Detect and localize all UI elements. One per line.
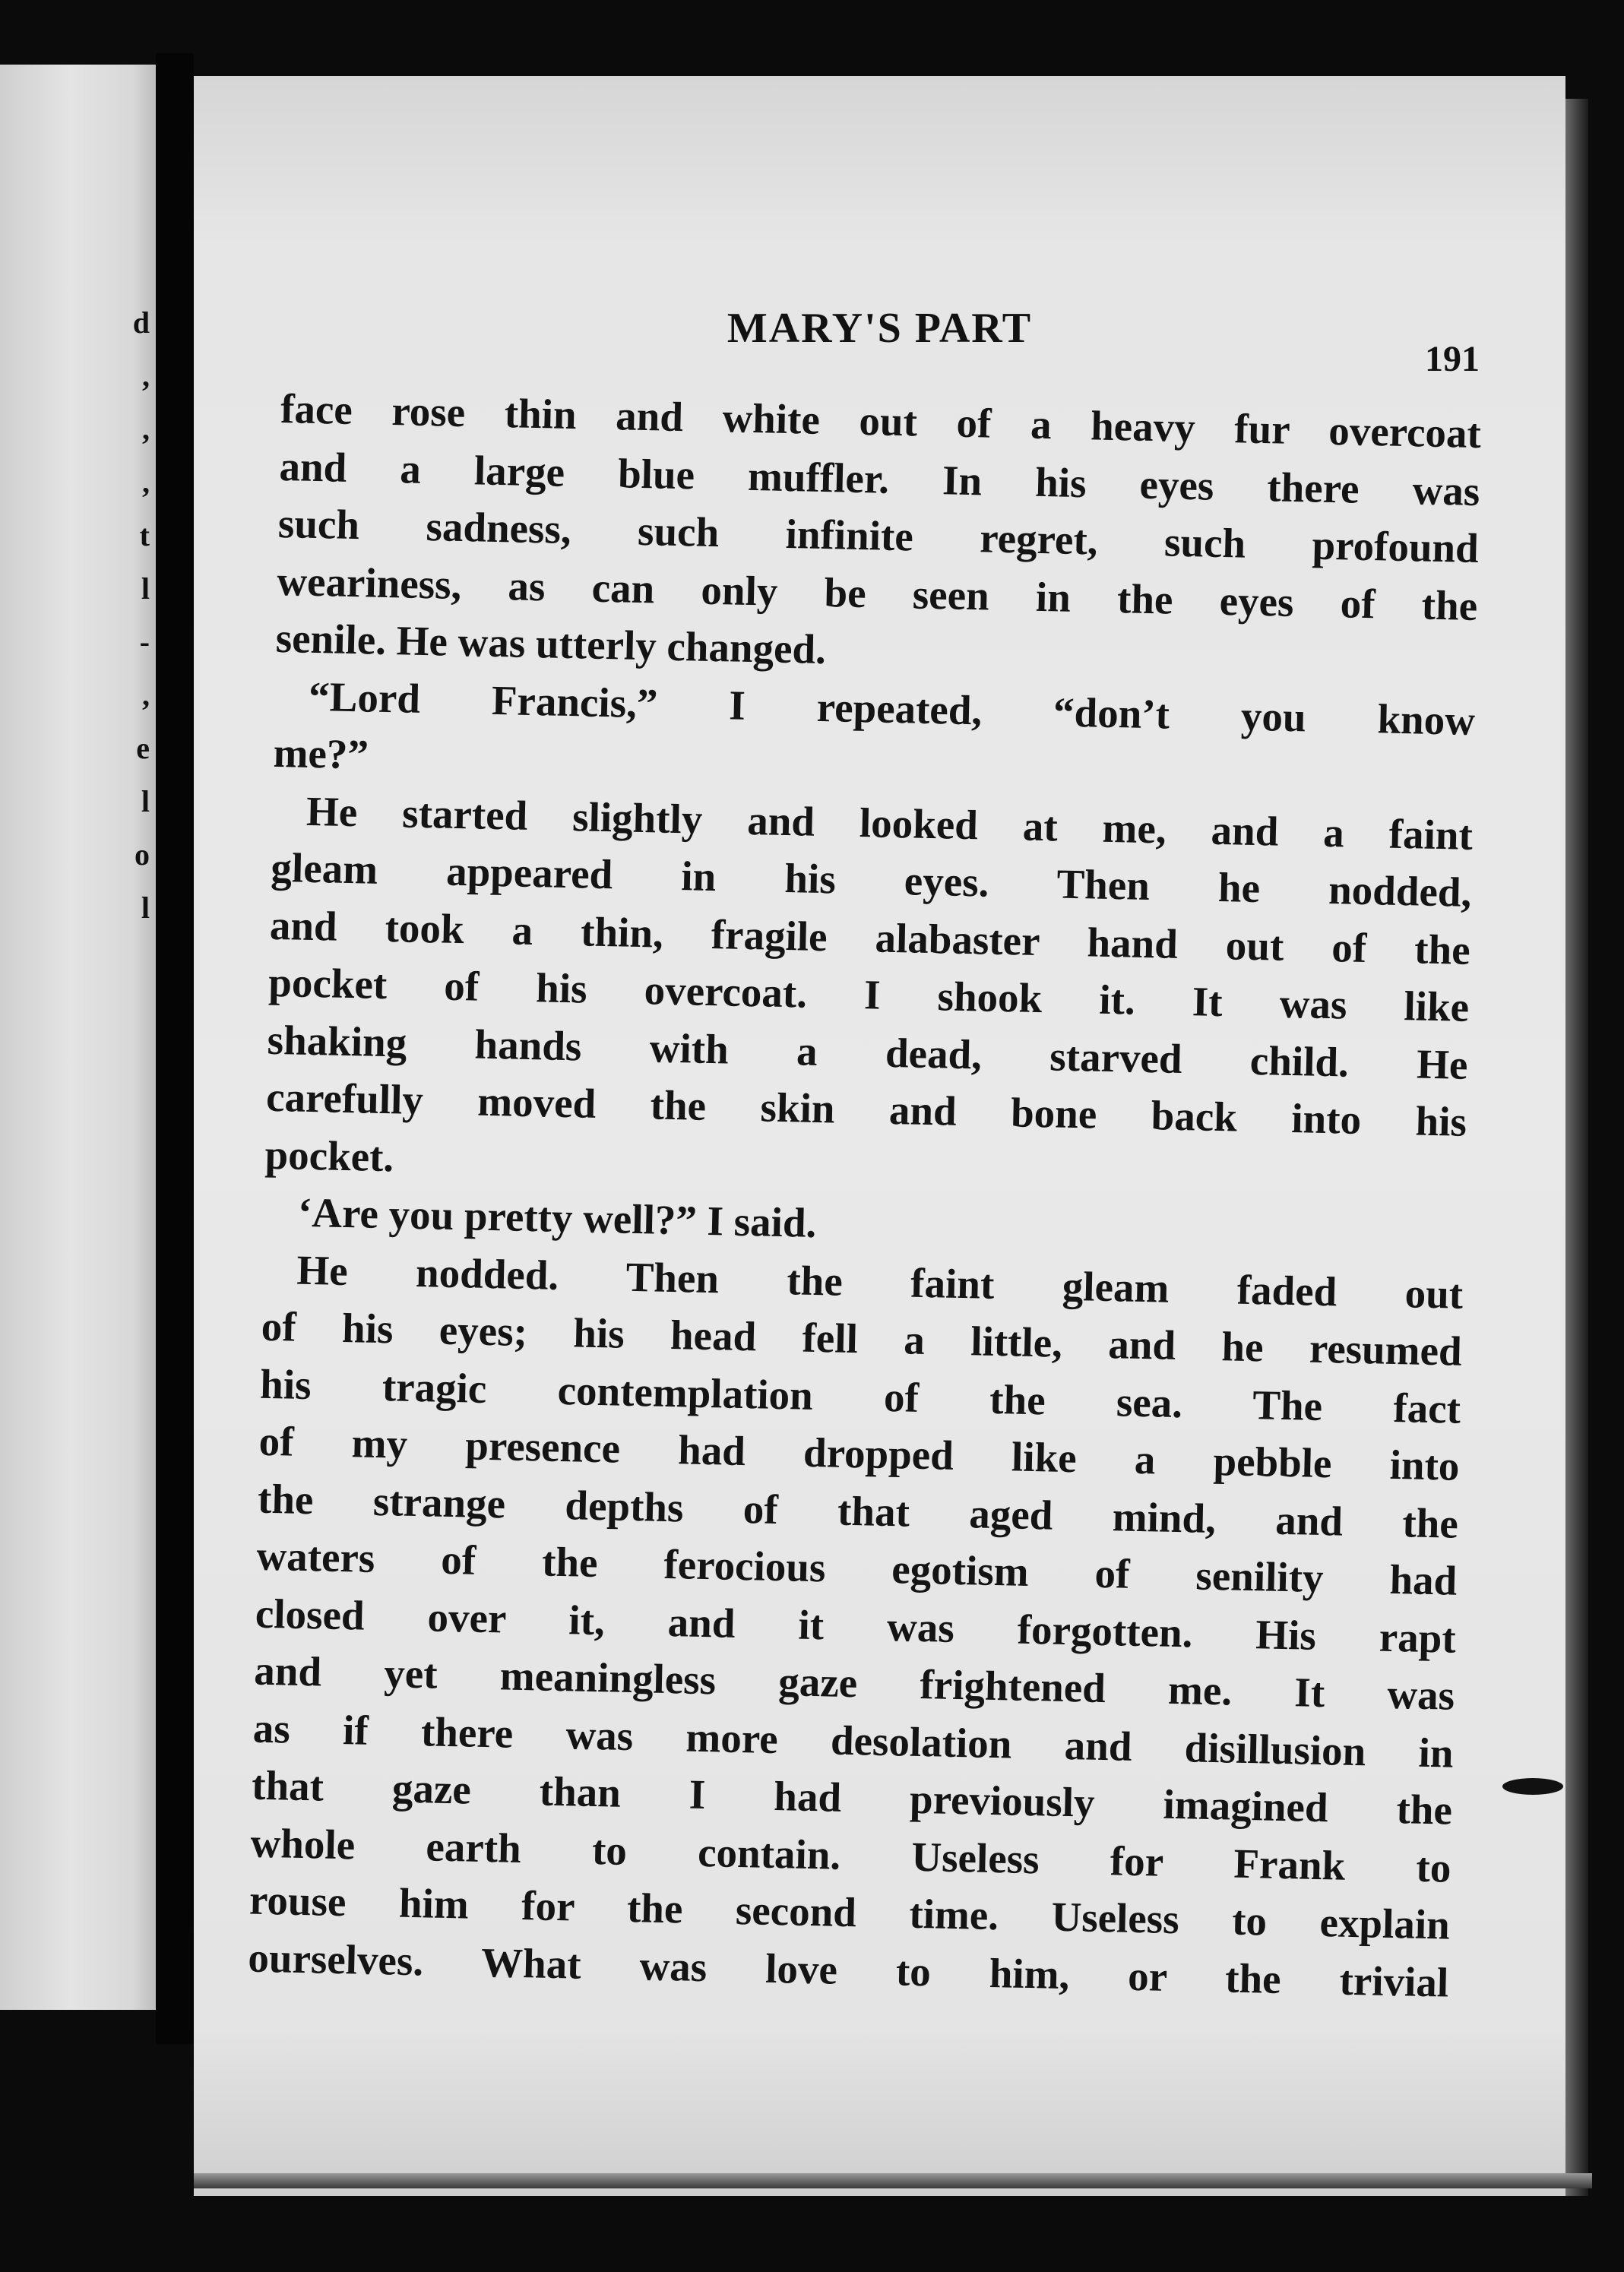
facing-page-glyph: t [139,518,150,552]
text-line: carefully moved the skin and bone back into his [265,1073,1467,1145]
facing-page-edge [0,65,156,2010]
facing-page-glyph: o [135,837,150,872]
facing-page-glyph: e [136,731,150,765]
text-line: me?” [273,729,369,778]
text-line: He started slightly and looked at me, and a faint [305,787,1474,859]
facing-page-glyph: l [141,784,150,818]
text-line: He nodded. Then the faint gleam faded out [296,1246,1464,1318]
text-line: pocket. [264,1131,394,1180]
text-line: whole earth to contain. Useless for Frank to [250,1819,1451,1891]
facing-page-glyph: , [142,678,150,712]
text-line: that gaze than I had previously imagined the [251,1761,1453,1834]
text-line: ‘Are you pretty well?” I said. [297,1188,817,1246]
text-line: such sadness, such infinite regret, such profound [277,499,1480,572]
facing-page-glyph: d [132,305,150,340]
text-line: face rose thin and white out of a heavy fur overcoat [280,384,1482,457]
text-line: of my presence had dropped like a pebble into [258,1417,1461,1489]
facing-page-glyph: - [139,625,150,659]
text-line: weariness, as can only be seen in the eyes of the [276,557,1478,629]
page-edge-shadow [1565,99,1588,2196]
body-text [248,380,1482,2011]
page-number: 191 [1425,339,1480,379]
text-line: “Lord Francis,” I repeated, “don’t you know [308,672,1476,744]
text-line: senile. He was utterly changed. [275,614,827,673]
page-bottom-edge [194,2173,1592,2188]
text-line: and took a thin, fragile alabaster hand out of the [269,901,1471,973]
text-line: and yet meaningless gaze frightened me. It was [253,1647,1455,1719]
text-line: closed over it, and it was forgotten. His rapt [255,1590,1457,1662]
book-page [194,76,1565,2196]
facing-page-glyph: , [142,412,150,446]
book-gutter [156,53,194,2044]
text-line: rouse him for the second time. Useless to explain [249,1876,1451,1948]
text-line: gleam appeared in his eyes. Then he nodded, [270,843,1472,916]
text-line: of his eyes; his head fell a little, and he resumed [261,1302,1463,1375]
text-line: pocket of his overcoat. I shook it. It was like [268,958,1470,1030]
facing-page-glyph: , [142,359,150,393]
text-line: as if there was more desolation and disillusion in [252,1704,1455,1777]
text-line: ourselves. What was love to him, or the trivial [247,1934,1449,2006]
text-line: shaking hands with a dead, starved child. He [267,1016,1469,1088]
ink-blot-mark [1502,1778,1563,1795]
facing-page-glyph: l [141,891,150,925]
text-line: and a large blue muffler. In his eyes there was [278,442,1480,514]
facing-page-glyph: , [142,465,150,499]
running-head: MARY'S PART [727,305,1033,352]
text-line: his tragic contemplation of the sea. The fact [259,1360,1461,1432]
text-line: the strange depths of that aged mind, and the [257,1475,1459,1547]
text-line: waters of the ferocious egotism of senility had [255,1532,1458,1604]
facing-page-glyph: l [141,571,150,606]
